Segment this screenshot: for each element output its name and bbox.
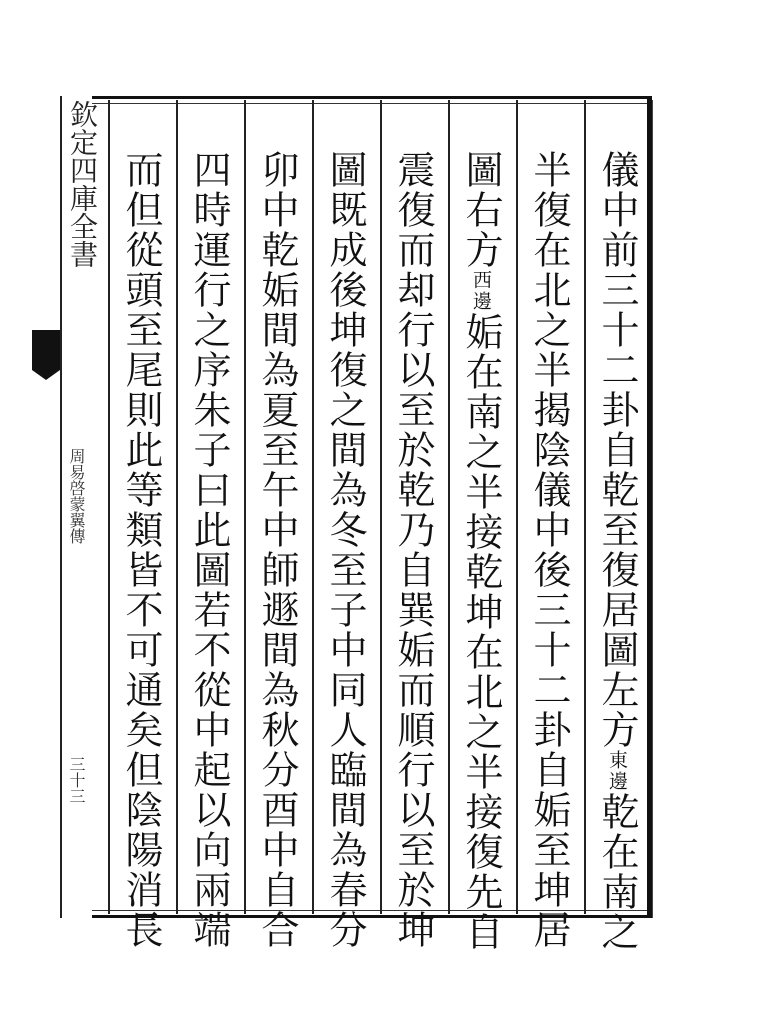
gutter-page-number: 三十三 [67,756,86,804]
gutter-header-text: 欽定四庫全書 [66,100,99,268]
gutter-book-title: 周易啓蒙翼傳 [67,448,86,544]
text-column-1 [584,100,650,952]
column-1-annotation: 東邊 [606,750,628,792]
frame-right-rule [652,100,663,918]
fishtail-mark-icon [32,330,60,370]
column-8-text: 而但從頭至尾則此等類皆不可通矣但陰陽消長 [119,150,163,950]
text-column-7 [176,100,242,950]
text-column-6 [244,100,310,950]
text-column-2 [516,100,582,950]
column-7-text: 四時運行之序朱子曰此圖若不從中起以向兩端 [187,150,231,950]
column-3-text: 圖右方西邊姤在南之半接乾坤在北之半接復先自 [459,150,503,952]
column-6-text: 卯中乾姤間為夏至午中師遯間為秋分酉中自合 [255,150,299,950]
text-column-5 [312,100,378,950]
text-column-4 [380,100,446,950]
column-1-text: 儀中前三十二卦自乾至復居圖左方東邊乾在南之 [595,150,639,952]
column-5-text: 圖既成後坤復之間為冬至子中同人臨間為春分 [323,150,367,950]
column-2-text: 半復在北之半揭陰儀中後三十二卦自姤至坤居 [527,150,571,950]
column-4-text: 震復而却行以至於乾乃自巽姤而順行以至於坤 [391,150,435,950]
text-column-3 [448,100,514,952]
column-3-annotation: 西邊 [470,270,492,312]
text-column-8 [108,100,174,950]
